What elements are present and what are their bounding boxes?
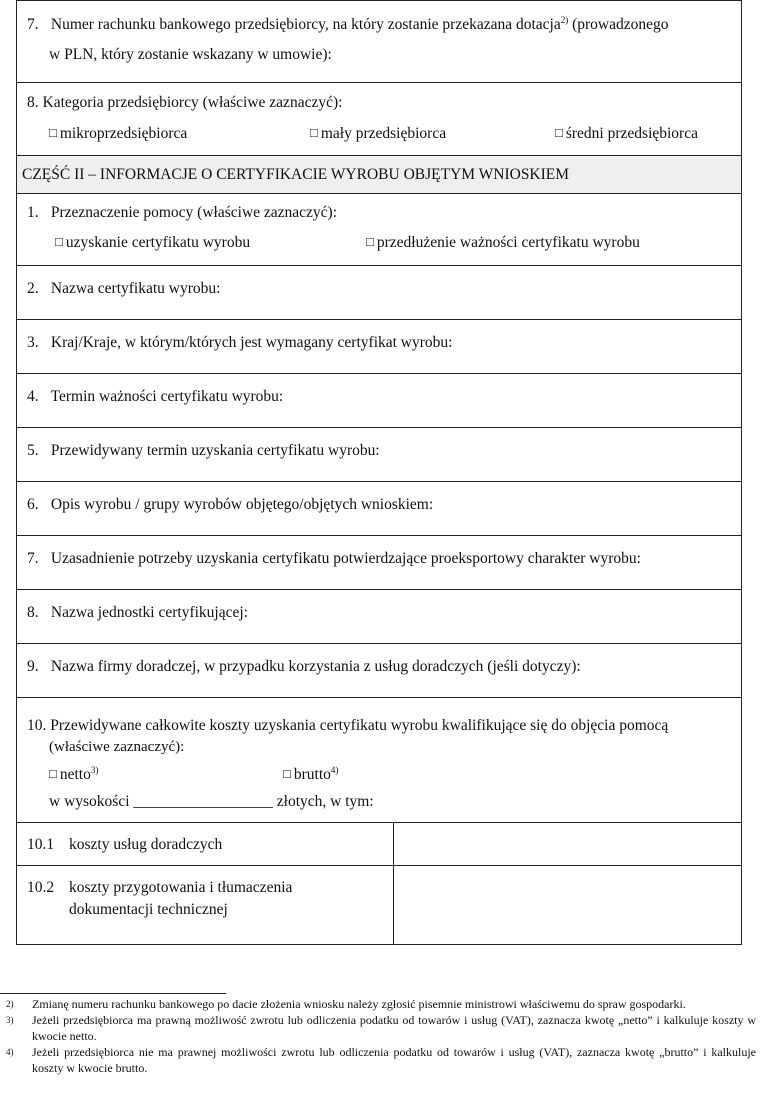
amount-input[interactable]: __________________ [133, 793, 273, 810]
application-form [16, 0, 742, 945]
option-micro[interactable]: □ mikroprzedsiębiorca [49, 125, 188, 142]
checkbox-icon[interactable]: □ [555, 125, 563, 140]
cost-label-cell [17, 823, 394, 865]
form-field-row[interactable] [16, 266, 742, 320]
bank-account-label-cont: w PLN, który zostanie wskazany w umowie): [49, 46, 332, 63]
field-label: 4. Termin ważności certyfikatu wyrobu: [27, 388, 284, 405]
aid-purpose-row [16, 194, 742, 266]
checkbox-icon[interactable]: □ [310, 125, 318, 140]
option-netto[interactable]: □ netto$^{3)}$ [49, 764, 99, 783]
option-brutto[interactable]: □ brutto$^{4)}$ [283, 764, 339, 783]
form-field-row[interactable] [16, 428, 742, 482]
cost-row-documentation [16, 866, 742, 945]
cost-value-cell[interactable] [394, 866, 741, 944]
cost-value-cell[interactable] [394, 823, 741, 865]
checkbox-icon[interactable]: □ [55, 234, 63, 249]
field-label: 7. Uzasadnienie potrzeby uzyskania certyfikatu potwierdzające proeksportowy charakter wyrobu: [27, 550, 641, 567]
cost-label: 10.1 koszty usług doradczych [27, 836, 223, 853]
checkbox-icon[interactable]: □ [49, 766, 57, 781]
form-field-row[interactable] [16, 536, 742, 590]
option-small[interactable]: □ mały przedsiębiorca [310, 125, 447, 142]
total-costs-row [16, 698, 742, 823]
field-label: 9. Nazwa firmy doradczej, w przypadku korzystania z usług doradczych (jeśli dotyczy): [27, 658, 581, 675]
form-field-row[interactable] [16, 644, 742, 698]
checkbox-icon[interactable]: □ [283, 766, 291, 781]
footnote: 2) Zmianę numeru rachunku bankowego po dacie złożenia wniosku należy zgłosić pisemnie ministrowi właściwemu do spraw gospodarki. [6, 997, 686, 1011]
checkbox-icon[interactable]: □ [366, 234, 374, 249]
field-label: 8. Nazwa jednostki certyfikującej: [27, 604, 248, 621]
cost-label-cont: dokumentacji technicznej [69, 901, 228, 918]
form-field-row[interactable] [16, 590, 742, 644]
option-extend-certificate[interactable]: □ przedłużenie ważności certyfikatu wyrobu [366, 234, 640, 251]
form-field-row[interactable] [16, 482, 742, 536]
total-costs-label-cont: (właściwe zaznaczyć): [49, 739, 185, 755]
section-title: CZĘŚĆ II – INFORMACJE O CERTYFIKACIE WYROBU OBJĘTYM WNIOSKIEM [22, 166, 570, 183]
cost-label: 10.2 koszty przygotowania i tłumaczenia [27, 879, 293, 896]
amount-line: w wysokości __________________ złotych, w tym: [49, 793, 374, 810]
field-label: 6. Opis wyrobu / grupy wyrobów objętego/objętych wnioskiem: [27, 496, 434, 513]
cost-row-consulting [16, 823, 742, 866]
footnotes [6, 996, 756, 1076]
checkbox-icon[interactable]: □ [49, 125, 57, 140]
field-label: 5. Przewidywany termin uzyskania certyfikatu wyrobu: [27, 442, 380, 459]
field-label: 2. Nazwa certyfikatu wyrobu: [27, 280, 221, 297]
cost-label-cell [17, 866, 394, 944]
option-obtain-certificate[interactable]: □ uzyskanie certyfikatu wyrobu [55, 234, 251, 251]
enterprise-category-label: 8. Kategoria przedsiębiorcy (właściwe zaznaczyć): [27, 94, 343, 111]
field-label: 3. Kraj/Kraje, w którym/których jest wymagany certyfikat wyrobu: [27, 334, 453, 351]
section-header [16, 156, 742, 194]
aid-purpose-label: 1. Przeznaczenie pomocy (właściwe zaznaczyć): [27, 204, 338, 221]
footnote: 3) Jeżeli przedsiębiorca ma prawną możliwość zwrotu lub odliczenia podatku od towarów i usług (VAT), zaznacza kwotę „netto” i kalkuluje koszty w kwocie netto. [6, 1013, 756, 1043]
footnote: 4) Jeżeli przedsiębiorca nie ma prawnej możliwości zwrotu lub odliczenia podatku od towarów i usług (VAT), zaznacza kwotę „brutto” i kalkuluje koszty w kwocie brutto. [6, 1045, 756, 1075]
form-field-row[interactable] [16, 320, 742, 374]
option-medium[interactable]: □ średni przedsiębiorca [555, 125, 698, 142]
bank-account-label: 7. Numer rachunku bankowego przedsiębiorcy, na który zostanie przekazana dotacja$^{2)}$ (prowadzonego [27, 14, 669, 33]
bank-account-row [16, 0, 742, 83]
total-costs-label: 10. Przewidywane całkowite koszty uzyskania certyfikatu wyrobu kwalifikujące się do objęcia pomocą [27, 717, 669, 734]
footnote-divider [0, 993, 226, 994]
form-field-row[interactable] [16, 374, 742, 428]
enterprise-category-row [16, 83, 742, 156]
